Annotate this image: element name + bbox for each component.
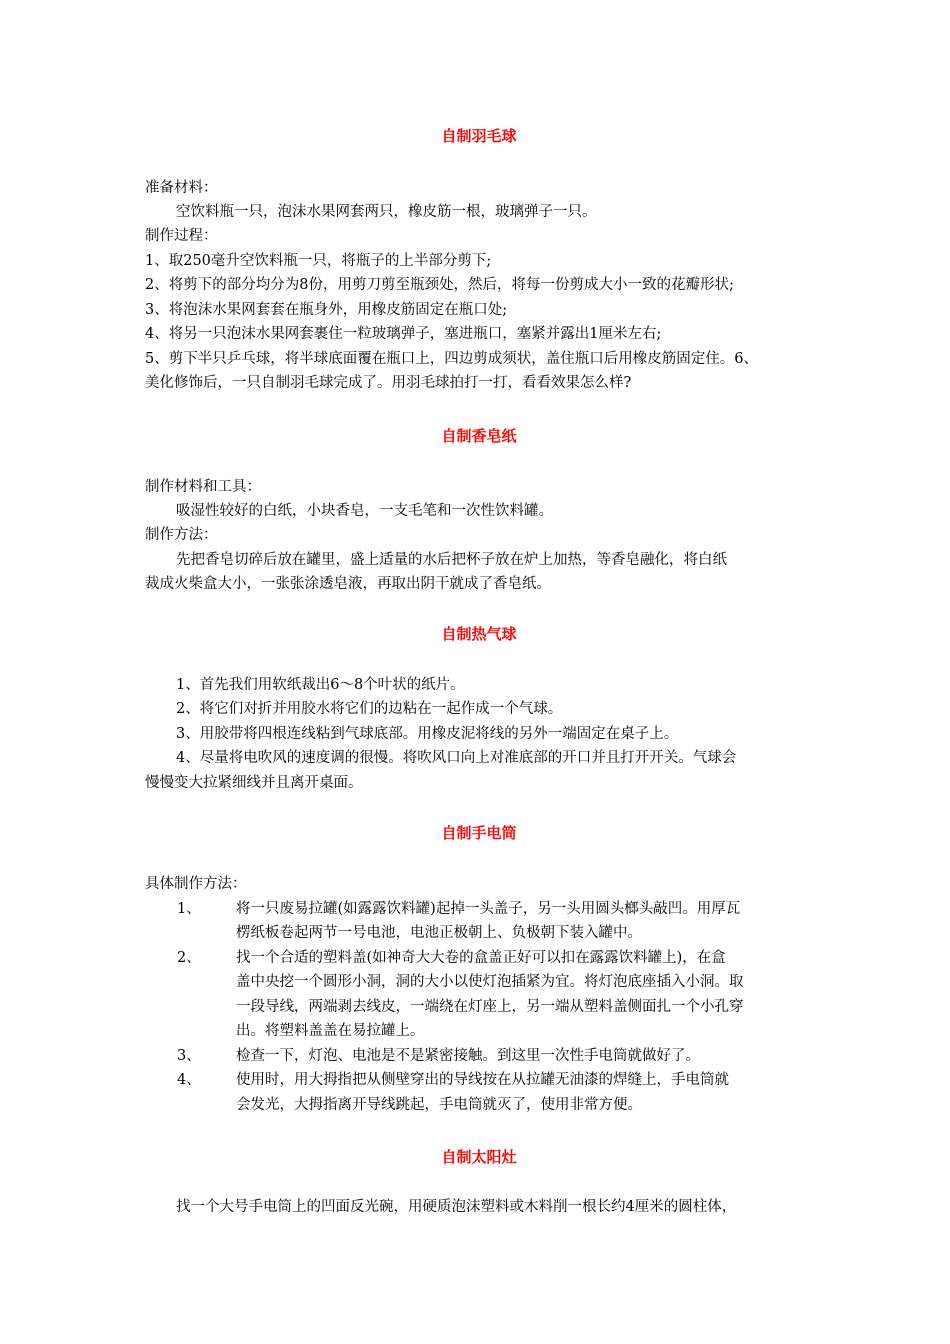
step-text: 2、将它们对折并用胶水将它们的边粘在一起作成一个气球。 <box>176 701 563 717</box>
item-number: 3、 <box>177 1048 201 1064</box>
method-label: 制作方法： <box>145 527 218 543</box>
item-text: 楞纸板卷起两节一号电池，电池正极朝上、负极朝下装入罐中。 <box>236 925 642 941</box>
item-text: 将一只废易拉罐(如露露饮料罐)起掉一头盖子，另一头用圆头榔头敲凹。用厚瓦 <box>236 901 741 917</box>
materials-label: 准备材料： <box>145 180 218 196</box>
item-text: 使用时，用大拇指把从侧壁穿出的导线按在从拉罐无油漆的焊缝上，手电筒就 <box>236 1072 729 1088</box>
materials-text: 空饮料瓶一只，泡沫水果网套两只，橡皮筋一根，玻璃弹子一只。 <box>176 204 597 220</box>
materials-label: 制作材料和工具： <box>145 479 261 495</box>
step-text: 5、剪下半只乒乓球，将半球底面覆在瓶口上，四边剪成须状，盖住瓶口后用橡皮筋固定住。6、 <box>145 351 758 367</box>
item-text: 检查一下，灯泡、电池是不是紧密接触。到这里一次性手电筒就做好了。 <box>236 1048 700 1064</box>
item-text: 出。将塑料盖盖在易拉罐上。 <box>236 1023 425 1039</box>
step-text: 慢慢变大拉紧细线并且离开桌面。 <box>145 775 363 791</box>
item-text: 盖中央挖一个圆形小洞，洞的大小以使灯泡插紧为宜。将灯泡底座插入小洞。取 <box>236 974 744 990</box>
step-text: 2、将剪下的部分均分为8份，用剪刀剪至瓶颈处，然后，将每一份剪成大小一致的花瓣形状; <box>145 277 734 293</box>
materials-text: 吸湿性较好的白纸，小块香皂，一支毛笔和一次性饮料罐。 <box>176 503 553 519</box>
step-text: 4、尽量将电吹风的速度调的很慢。将吹风口向上对准底部的开口并且打开开关。气球会 <box>176 750 737 766</box>
item-text: 会发光，大拇指离开导线跳起，手电筒就灭了，使用非常方便。 <box>236 1097 642 1113</box>
step-text: 美化修饰后，一只自制羽毛球完成了。用羽毛球拍打一打，看看效果怎么样? <box>145 375 632 391</box>
step-text: 1、首先我们用软纸裁出6～8个叶状的纸片。 <box>176 677 465 693</box>
method-label: 具体制作方法： <box>145 876 247 892</box>
item-number: 1、 <box>177 901 201 917</box>
method-text: 先把香皂切碎后放在罐里，盛上适量的水后把杯子放在炉上加热，等香皂融化，将白纸 <box>176 552 727 568</box>
method-text: 裁成火柴盒大小，一张张涂透皂液，再取出阴干就成了香皂纸。 <box>145 576 551 592</box>
step-text: 1、取250毫升空饮料瓶一只，将瓶子的上半部分剪下; <box>145 253 492 269</box>
body-text: 找一个大号手电筒上的凹面反光碗，用硬质泡沫塑料或木料削一根长约4厘米的圆柱体， <box>176 1199 737 1215</box>
section-title-soap-paper: 自制香皂纸 <box>441 427 517 445</box>
step-text: 3、将泡沫水果网套套在瓶身外，用橡皮筋固定在瓶口处; <box>145 302 508 318</box>
section-title-solar-stove: 自制太阳灶 <box>441 1148 517 1166</box>
item-number: 2、 <box>177 950 201 966</box>
section-title-flashlight: 自制手电筒 <box>441 824 517 842</box>
item-number: 4、 <box>177 1072 201 1088</box>
section-title-badminton: 自制羽毛球 <box>441 127 517 145</box>
item-text: 一段导线，两端剥去线皮，一端绕在灯座上，另一端从塑料盖侧面扎一个小孔穿 <box>236 999 744 1015</box>
step-text: 3、用胶带将四根连线粘到气球底部。用橡皮泥将线的另外一端固定在桌子上。 <box>176 726 679 742</box>
item-text: 找一个合适的塑料盖(如神奇大大卷的盒盖正好可以扣在露露饮料罐上)，在盒 <box>236 950 726 966</box>
step-text: 4、将另一只泡沫水果网套裹住一粒玻璃弹子，塞进瓶口，塞紧并露出1厘米左右; <box>145 326 662 342</box>
process-label: 制作过程： <box>145 228 218 244</box>
section-title-balloon: 自制热气球 <box>441 625 517 643</box>
